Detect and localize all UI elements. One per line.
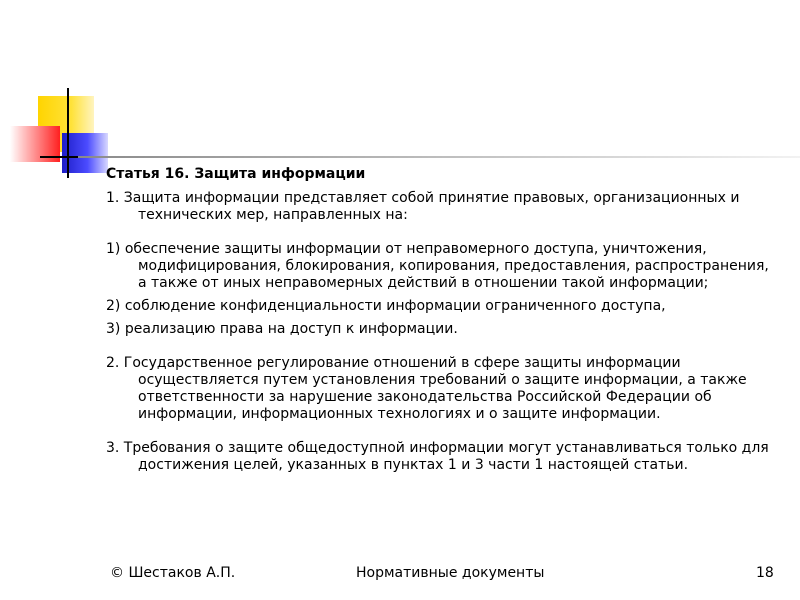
list-item-2: 2) соблюдение конфиденциальности информации ограниченного доступа,	[106, 298, 666, 314]
paragraph-2: 2. Государственное регулирование отношений в сфере защиты информации осуществляется путем установления требований о защите информации, а также ответственности за нарушение законодательства Российской Федерации об информации, информационных технологиях и о защите информации.	[106, 355, 747, 422]
paragraph-1: 1. Защита информации представляет собой принятие правовых, организационных и технических мер, направленных на:	[106, 190, 740, 223]
title-separator-line	[78, 156, 800, 158]
footer-title: Нормативные документы	[356, 565, 545, 581]
footer-author: © Шестаков А.П.	[110, 565, 236, 581]
decor-horizontal-line	[40, 156, 78, 158]
article-title: Статья 16. Защита информации	[106, 166, 366, 182]
decor-vertical-line	[67, 88, 69, 178]
page-number: 18	[756, 565, 774, 581]
slide-body	[106, 164, 776, 474]
paragraph-3: 3. Требования о защите общедоступной информации могут устанавливаться только для достижения целей, указанных в пунктах 1 и 3 части 1 настоящей статьи.	[106, 440, 769, 473]
list-item-1: 1) обеспечение защиты информации от неправомерного доступа, уничтожения, модифицирования, блокирования, копирования, предоставления, распространения, а также от иных неправомерных действий в отношении такой информации;	[106, 241, 769, 291]
list-item-3: 3) реализацию права на доступ к информации.	[106, 321, 458, 337]
